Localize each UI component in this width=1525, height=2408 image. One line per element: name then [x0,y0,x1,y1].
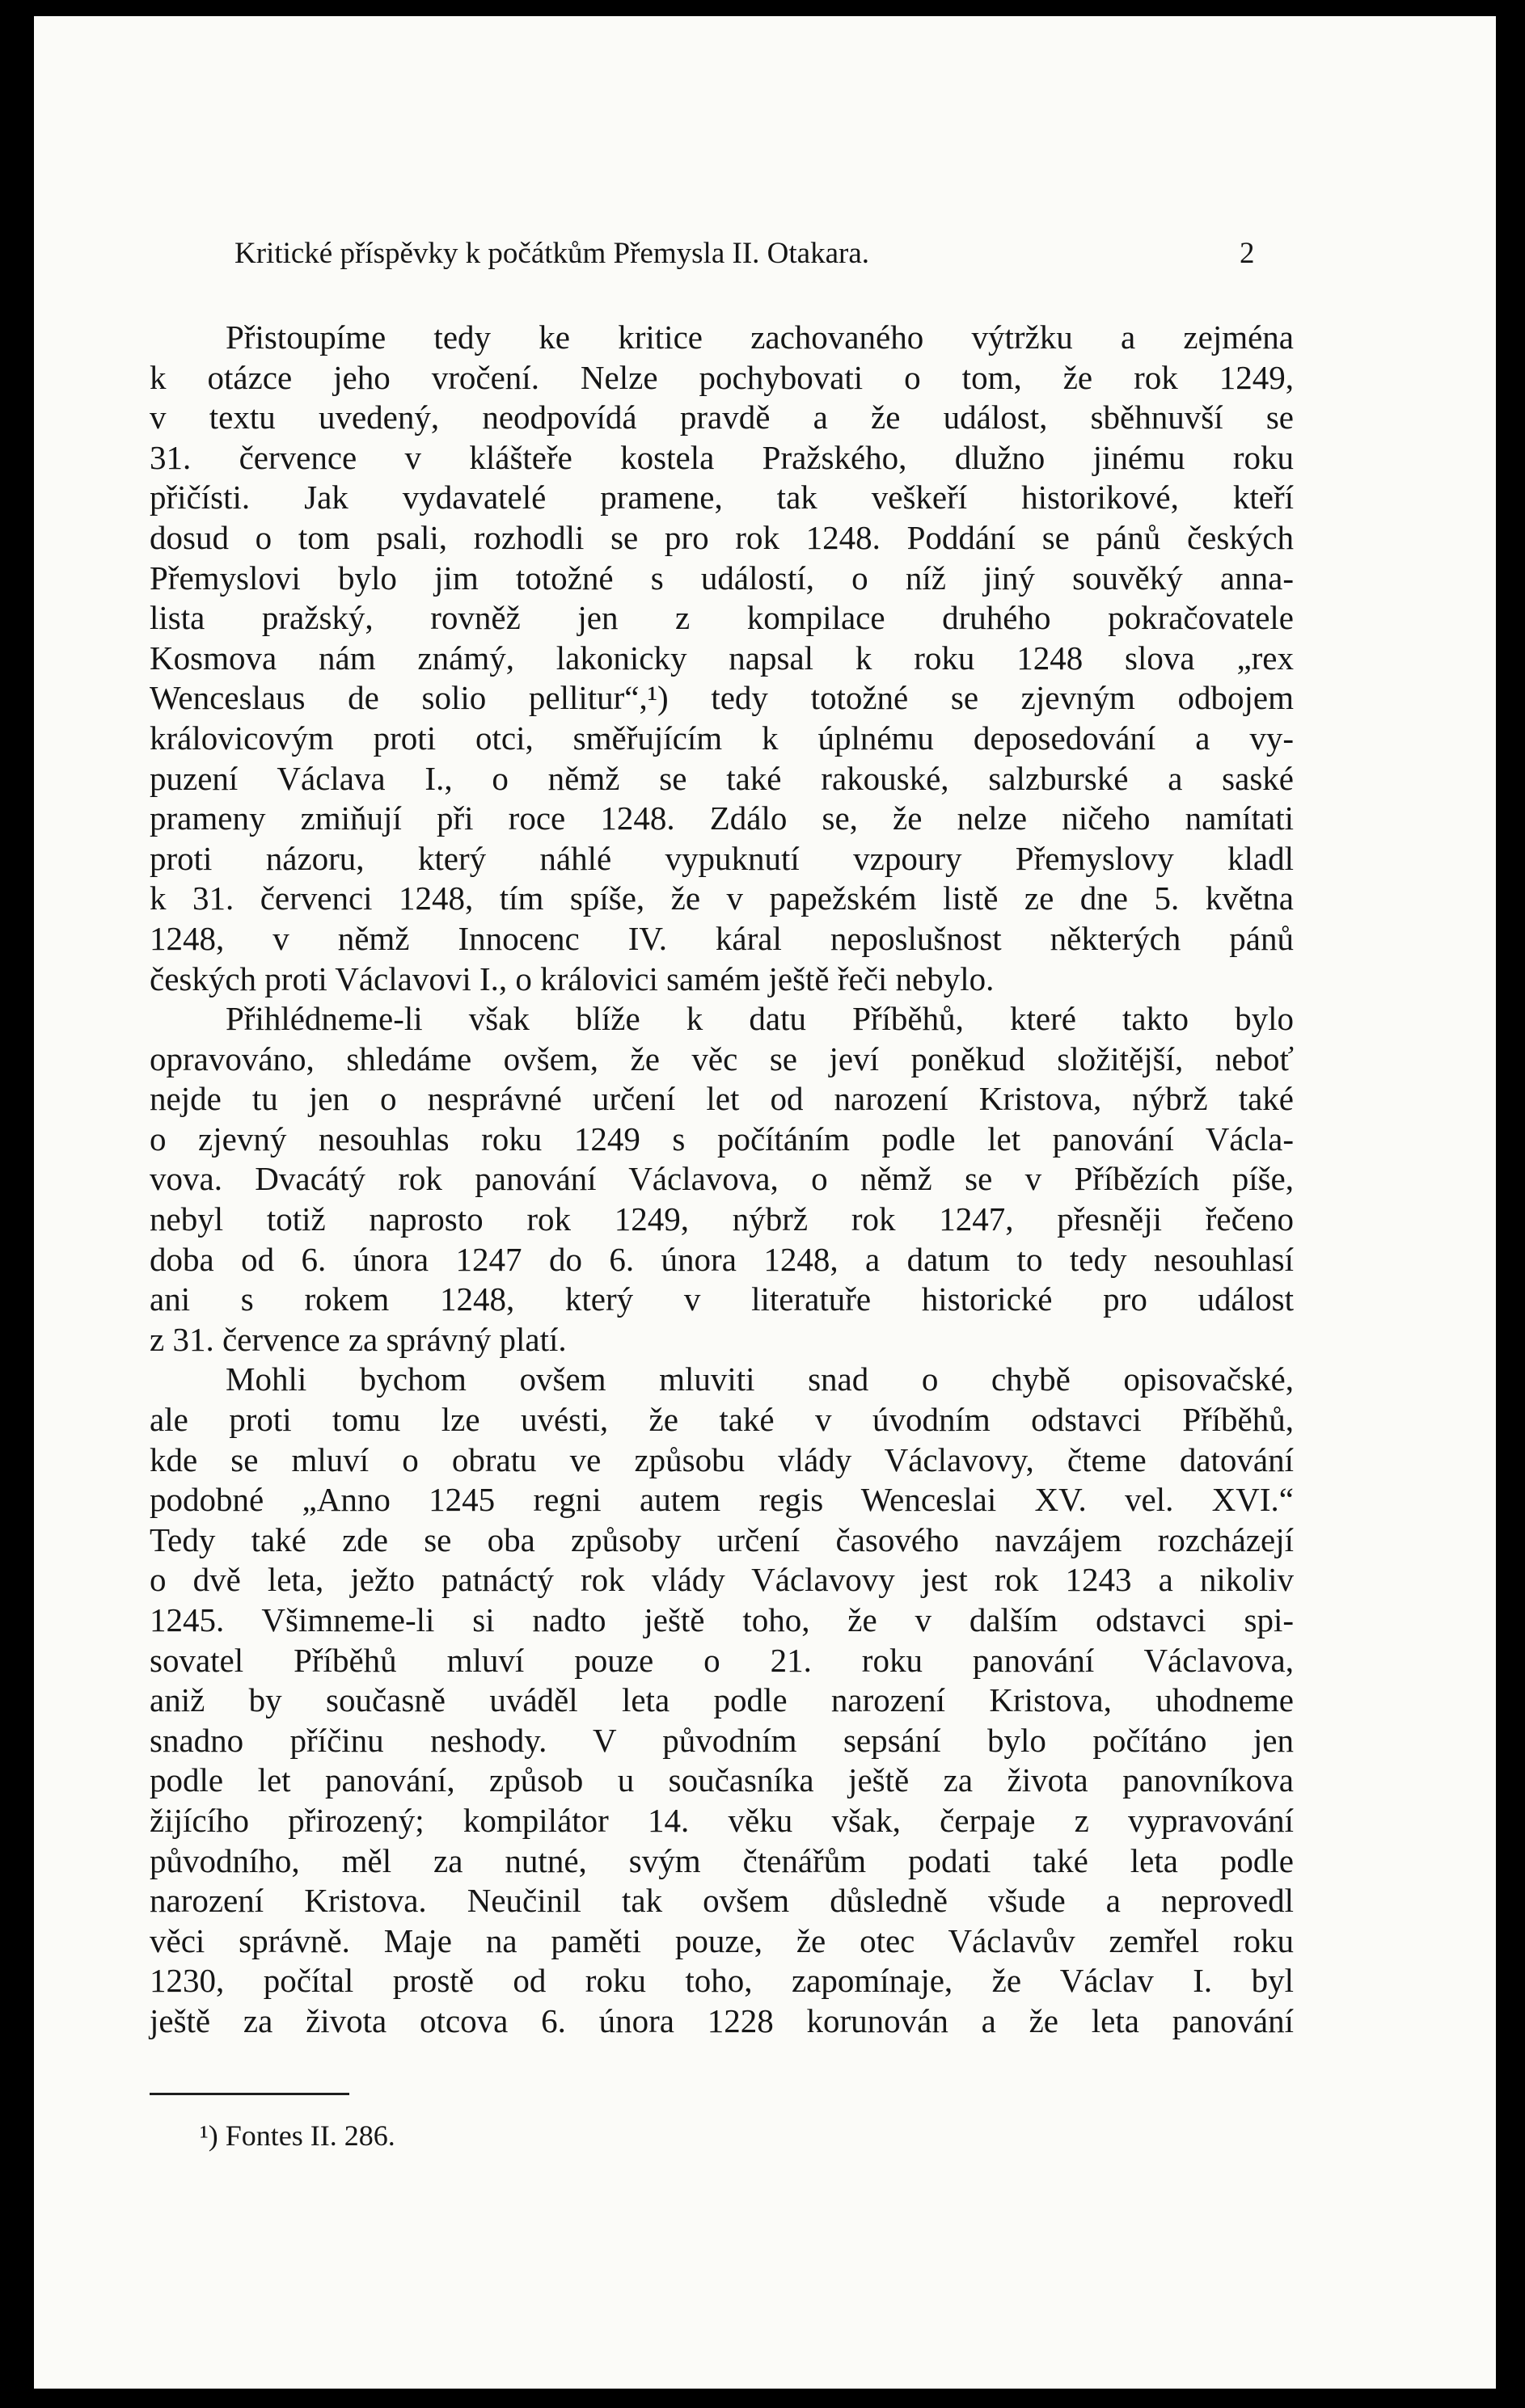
text-line: kde se mluví o obratu ve způsobu vlády Václavovy, čteme datování [150,1440,1294,1478]
text-line: o dvě leta, ježto patnáctý rok vlády Václavovy jest rok 1243 a nikoliv [150,1561,1294,1599]
text-line: královicovým proti otci, směřujícím k úplnému deposedování a vy- [150,719,1294,757]
text-line: sovatel Příběhů mluví pouze o 21. roku panování Václavova, [150,1641,1294,1679]
text-line: podobné „Anno 1245 regni autem regis Wenceslai XV. vel. XVI.“ [150,1481,1294,1519]
text-line: ale proti tomu lze uvésti, že také v úvodním odstavci Příběhů, [150,1401,1294,1439]
text-line: puzení Václava I., o němž se také rakouské, salzburské a saské [150,759,1294,797]
text-line: proti názoru, který náhlé vypuknutí vzpoury Přemyslovy kladl [150,839,1294,877]
text-line: žijícího přirozený; kompilátor 14. věku však, čerpaje z vypravování [150,1801,1294,1839]
text-line: k 31. červenci 1248, tím spíše, že v papežském listě ze dne 5. května [150,879,1294,917]
text-line: k otázce jeho vročení. Nelze pochybovati o tom, že rok 1249, [150,358,1294,396]
text-line: doba od 6. února 1247 do 6. února 1248, a datum to tedy nesouhlasí [150,1240,1294,1278]
text-line: v textu uvedený, neodpovídá pravdě a že událost, sběhnuvší se [150,399,1294,436]
text-line: ještě za života otcova 6. února 1228 korunován a že leta panování [150,2001,1294,2039]
footnote-text: Fontes II. 286. [225,2119,395,2152]
running-header [234,236,1310,271]
text-line: z 31. července za správný platí. [150,1320,567,1358]
text-line: Tedy také zde se oba způsoby určení časového navzájem rozcházejí [150,1520,1294,1558]
footnote [200,2119,395,2153]
text-line: nebyl totiž naprosto rok 1249, nýbrž rok 1247, přesněji řečeno [150,1200,1294,1238]
text-line: nejde tu jen o nesprávné určení let od narození Kristova, nýbrž také [150,1080,1294,1118]
running-title: Kritické příspěvky k počátkům Přemysla II. Otakara. [234,237,869,270]
text-line: Kosmova nám známý, lakonicky napsal k roku 1248 slova „rex [150,639,1294,677]
text-line: ani s rokem 1248, který v literatuře historické pro událost [150,1280,1294,1318]
main-text [150,318,1294,2042]
text-line: Wenceslaus de solio pellitur“,¹) tedy totožné se zjevným odbojem [150,679,1294,717]
text-line: věci správně. Maje na paměti pouze, že otec Václavův zemřel roku [150,1921,1294,1959]
page-number: 2 [1240,237,1255,270]
text-line: 1245. Všimneme-li si nadto ještě toho, že v dalším odstavci spi- [150,1601,1294,1638]
text-line: o zjevný nesouhlas roku 1249 s počítáním podle let panování Václa- [150,1120,1294,1158]
text-line: českých proti Václavovi I., o královici samém ještě řeči nebylo. [150,959,995,997]
text-line: 31. července v klášteře kostela Pražského, dlužno jinému roku [150,438,1294,476]
text-line: Přistoupíme tedy ke kritice zachovaného výtržku a zejména [226,318,1294,356]
text-line: lista pražský, rovněž jen z kompilace druhého pokračovatele [150,599,1294,637]
text-line: narození Kristova. Neučinil tak ovšem důsledně všude a neprovedl [150,1882,1294,1920]
text-line: aniž by současně uváděl leta podle narození Kristova, uhodneme [150,1681,1294,1719]
text-line: původního, měl za nutné, svým čtenářům podati také leta podle [150,1841,1294,1879]
text-line: podle let panování, způsob u současníka ještě za života panovníkova [150,1761,1294,1799]
footnote-marker: ¹) [200,2119,218,2152]
text-line: snadno příčinu neshody. V původním sepsání bylo počítáno jen [150,1721,1294,1759]
text-line: Přihlédneme-li však blíže k datu Příběhů, které takto bylo [226,1000,1294,1038]
text-line: 1248, v němž Innocenc IV. káral neposlušnost některých pánů [150,919,1294,957]
text-line: Mohli bychom ovšem mluviti snad o chybě opisovačské, [226,1360,1294,1398]
text-line: 1230, počítal prostě od roku toho, zapomínaje, že Václav I. byl [150,1962,1294,2000]
text-line: přičísti. Jak vydavatelé pramene, tak veškeří historikové, kteří [150,479,1294,517]
footnote-rule [150,2093,349,2095]
text-line: vova. Dvacátý rok panování Václavova, o němž se v Příbězích píše, [150,1160,1294,1198]
text-line: prameny zmiňují při roce 1248. Zdálo se, že nelze ničeho namítati [150,799,1294,837]
text-line: opravováno, shledáme ovšem, že věc se jeví poněkud složitější, neboť [150,1040,1294,1077]
text-line: dosud o tom psali, rozhodli se pro rok 1248. Poddání se pánů českých [150,518,1294,556]
text-line: Přemyslovi bylo jim totožné s událostí, o níž jiný souvěký anna- [150,559,1294,597]
